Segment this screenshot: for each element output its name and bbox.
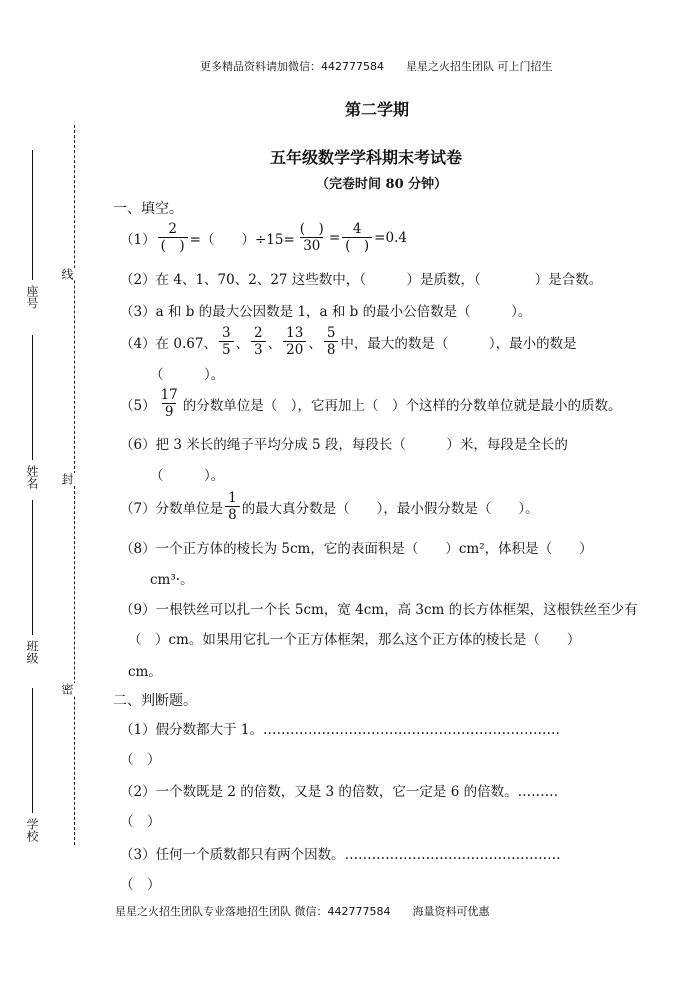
- q4-lead: （4）在 0.67、: [120, 336, 217, 352]
- q4-fraction-3: $\frac{13}{20}$: [283, 327, 306, 358]
- exam-title: 五年级数学学科期末考试卷: [270, 148, 463, 167]
- seat-number-label: 座号: [25, 285, 39, 309]
- q4-fraction-2: $\frac{2}{3}$: [251, 327, 266, 358]
- question-9-line1: （9）一根铁丝可以扎一个长 5cm，宽 4cm，高 3cm 的长方体框架，这根铁丝至少有: [120, 602, 638, 618]
- seal-char-secret: 密: [60, 683, 74, 695]
- seal-dashed-line: [74, 125, 75, 845]
- seal-char-seal: 封: [60, 473, 74, 485]
- seal-char-line: 线: [60, 268, 74, 280]
- section2-heading: 二、判断题。: [113, 693, 197, 709]
- question-5: [120, 382, 622, 426]
- question-1: [120, 216, 407, 260]
- name-label: 姓名: [25, 465, 39, 489]
- name-field[interactable]: [32, 335, 33, 460]
- q1-tail: =0.4: [374, 230, 407, 246]
- judge-item-2: （2）一个数既是 2 的倍数，又是 3 的倍数，它一定是 6 的倍数。………: [120, 784, 559, 800]
- q1-fraction-1: $\frac{2}{( )}$: [158, 223, 188, 254]
- semester-title: 第二学期: [345, 100, 410, 119]
- q1-middle: =（ ）÷15=: [189, 232, 295, 248]
- question-4: [120, 320, 577, 364]
- question-2: （2）在 4、1、70、2、27 这些数中，（ ）是质数，（ ）是合数。: [120, 272, 603, 288]
- school-label: 学校: [25, 818, 39, 842]
- q5-fraction: $\frac{17}{9}$: [160, 386, 178, 420]
- q7-tail: 的最大真分数是（ ），最小假分数是（ ）。: [241, 501, 539, 517]
- q4-sep: 、: [308, 336, 322, 352]
- question-6-line2: （ ）。: [150, 468, 225, 484]
- judge-item-2-answer[interactable]: （ ）: [120, 814, 161, 830]
- q1-fraction-2: $\frac{( )}{30}$: [299, 220, 324, 254]
- footer-text: 星星之火招生团队专业落地招生团队 微信：442777584 海量资料可优惠: [115, 905, 490, 918]
- q1-fraction-3: $\frac{4}{( )}$: [342, 223, 372, 254]
- judge-item-3-answer[interactable]: （ ）: [120, 877, 161, 893]
- question-7: [120, 485, 539, 529]
- q7-fraction: $\frac{1}{8}$: [225, 492, 240, 523]
- question-6-line1: （6）把 3 米长的绳子平均分成 5 段，每段长（ ）米，每段是全长的: [120, 437, 568, 453]
- q1-equals: =: [328, 230, 341, 246]
- q4-tail: 中，最大的数是（ ），最小的数是: [340, 336, 577, 352]
- q4-sep: 、: [267, 336, 282, 352]
- question-4-continued: （ ）。: [150, 367, 225, 383]
- class-field[interactable]: [32, 500, 33, 635]
- q5-lead: （5）: [120, 398, 156, 414]
- question-8-line1: （8）一个正方体的棱长为 5cm，它的表面积是（ ）cm²，体积是（ ）: [120, 541, 593, 557]
- question-9-line3: cm。: [128, 664, 162, 680]
- q5-tail: 的分数单位是（ ），它再加上（ ）个这样的分数单位就是最小的质数。: [182, 398, 622, 414]
- class-label: 班级: [25, 640, 39, 664]
- question-9-line2: （ ）cm。如果用它扎一个正方体框架，那么这个正方体的棱长是（ ）: [128, 632, 581, 648]
- top-header-text: 更多精品资料请加微信：442777584 星星之火招生团队 可上门招生: [200, 60, 553, 73]
- school-field[interactable]: [32, 688, 33, 813]
- q4-fraction-1: $\frac{3}{5}$: [219, 327, 234, 358]
- question-3: （3）a 和 b 的最大公因数是 1，a 和 b 的最小公倍数是（ ）。: [120, 304, 532, 320]
- seat-number-field[interactable]: [32, 150, 33, 280]
- q4-sep: 、: [235, 336, 250, 352]
- judge-item-1-answer[interactable]: （ ）: [120, 752, 161, 768]
- question-8-line2: cm³·。: [150, 572, 194, 588]
- q1-number: （1）: [120, 232, 156, 248]
- q4-fraction-4: $\frac{5}{8}$: [324, 327, 339, 358]
- judge-item-3: （3）任何一个质数都只有两个因数。…………………………………………: [120, 847, 561, 863]
- section1-heading: 一、填空。: [113, 201, 183, 217]
- exam-time: （完卷时间 80 分钟）: [316, 177, 448, 192]
- judge-item-1: （1）假分数都大于 1。…………………………………………………………: [120, 722, 560, 738]
- q7-lead: （7）分数单位是: [120, 501, 224, 517]
